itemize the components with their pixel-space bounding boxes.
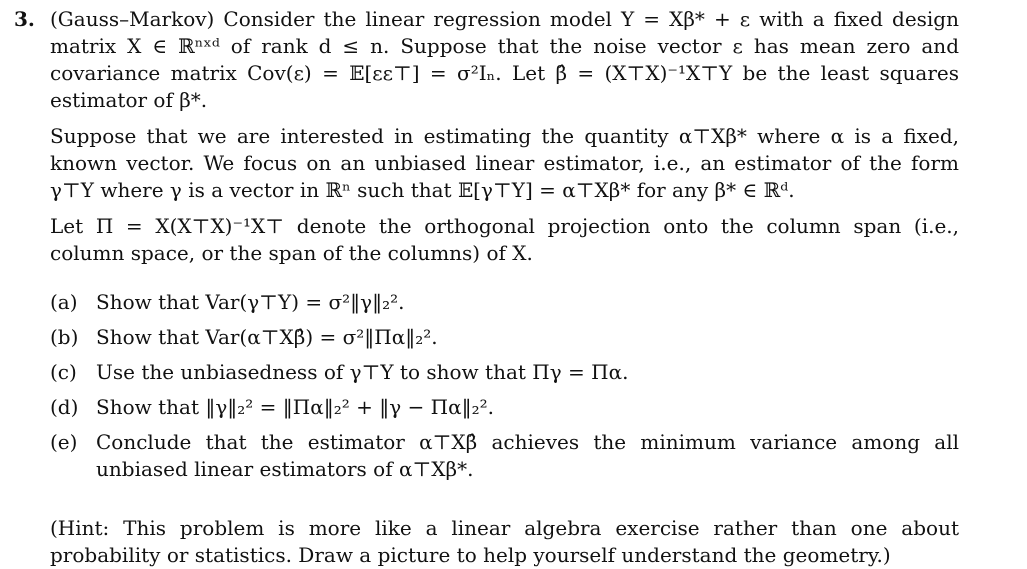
subpart-text: Conclude that the estimator α⊤Xβ̂ achieves the minimum variance among all unbiased linear estimators of α⊤Xβ*. (96, 430, 959, 481)
problem-page (14, 6, 959, 569)
subpart-d (50, 394, 959, 421)
subpart-a (50, 289, 959, 316)
subpart-b (50, 324, 959, 351)
subparts-list (50, 289, 959, 483)
problem-block (14, 6, 959, 569)
problem-intro: (Gauss–Markov) Consider the linear regression model Y = Xβ* + ε with a fixed design matrix X ∈ ℝⁿˣᵈ of rank d ≤ n. Suppose that the noise vector ε has mean zero and covariance matrix Cov(ε) = 𝔼[εε⊤] = σ²Iₙ. Let β̂ = (X⊤X)⁻¹X⊤Y be the least squares estimator of β*. (50, 7, 959, 112)
subpart-c (50, 359, 959, 386)
problem-paragraph-projection: Let Π = X(X⊤X)⁻¹X⊤ denote the orthogonal projection onto the column span (i.e., column space, or the span of the columns) of X. (50, 214, 959, 265)
subpart-text: Show that Var(γ⊤Y) = σ²‖γ‖₂². (96, 290, 405, 314)
subpart-text: Show that ‖γ‖₂² = ‖Πα‖₂² + ‖γ − Πα‖₂². (96, 395, 495, 419)
subpart-label: (e) (50, 430, 78, 454)
subpart-label: (b) (50, 325, 79, 349)
hint-text: (Hint: This problem is more like a linear algebra exercise rather than one about probability or statistics. Draw a picture to help yourself understand the geometry.) (50, 516, 959, 567)
problem-paragraph-estimator: Suppose that we are interested in estimating the quantity α⊤Xβ* where α is a fixed, known vector. We focus on an unbiased linear estimator, i.e., an estimator of the form γ⊤Y where γ is a vector in ℝⁿ such that 𝔼[γ⊤Y] = α⊤Xβ* for any β* ∈ ℝᵈ. (50, 124, 959, 202)
problem-number: 3. (14, 7, 35, 31)
problem-body (50, 6, 959, 569)
subpart-text: Use the unbiasedness of γ⊤Y to show that Πγ = Πα. (96, 360, 629, 384)
subpart-label: (c) (50, 360, 77, 384)
subpart-label: (a) (50, 290, 78, 314)
subpart-text: Show that Var(α⊤Xβ̂) = σ²‖Πα‖₂². (96, 325, 438, 349)
subpart-e (50, 429, 959, 483)
subpart-label: (d) (50, 395, 79, 419)
